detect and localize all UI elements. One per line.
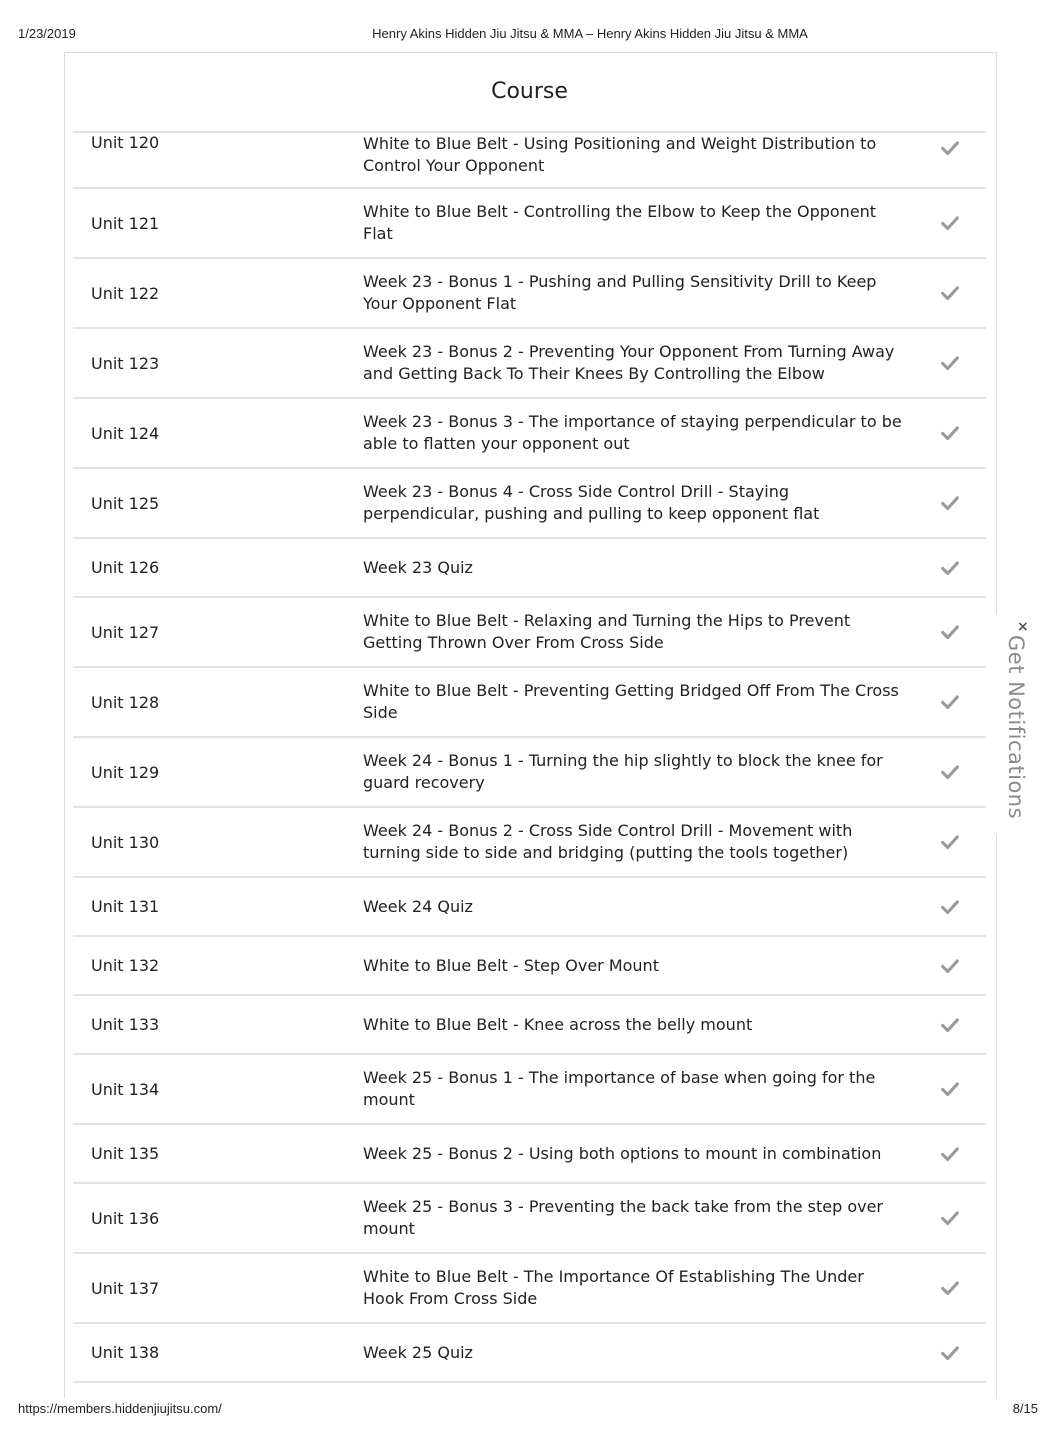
unit-title[interactable]: Week 23 - Bonus 4 - Cross Side Control Drill - Staying perpendicular, pushing and pulling to keep opponent flat xyxy=(363,482,820,523)
print-page-title: Henry Akins Hidden Jiu Jitsu & MMA – Henry Akins Hidden Jiu Jitsu & MMA xyxy=(372,26,808,41)
unit-title[interactable]: White to Blue Belt - Relaxing and Turning the Hips to Prevent Getting Thrown Over From Cross Side xyxy=(363,611,851,652)
unit-title[interactable]: White to Blue Belt - Step Over Mount xyxy=(363,955,659,975)
get-notifications-label[interactable]: Get Notifications xyxy=(1004,635,1028,820)
unit-number[interactable]: Unit 136 xyxy=(91,1208,160,1228)
unit-row[interactable] xyxy=(73,808,986,878)
unit-title[interactable]: Week 23 - Bonus 2 - Preventing Your Opponent From Turning Away and Getting Back To Their Knees By Controlling the Elbow xyxy=(363,342,895,383)
unit-list xyxy=(73,133,986,1397)
unit-title[interactable]: Week 25 - Bonus 2 - Using both options to mount in combination xyxy=(363,1143,882,1163)
unit-row[interactable] xyxy=(73,937,986,996)
unit-number[interactable]: Unit 120 xyxy=(91,133,160,152)
checkmark-icon xyxy=(939,691,961,713)
checkmark-icon xyxy=(939,212,961,234)
unit-row[interactable] xyxy=(73,539,986,598)
unit-title[interactable]: Week 25 - Bonus 1 - The importance of base when going for the mount xyxy=(363,1068,876,1109)
unit-title[interactable]: Week 24 - Bonus 2 - Cross Side Control Drill - Movement with turning side to side and bridging (putting the tools together) xyxy=(363,821,853,862)
unit-row[interactable] xyxy=(73,1324,986,1383)
print-page-number: 8/15 xyxy=(1012,1401,1038,1416)
unit-title[interactable]: White to Blue Belt - Knee across the belly mount xyxy=(363,1014,753,1034)
checkmark-icon xyxy=(939,557,961,579)
unit-title[interactable]: Week 23 Quiz xyxy=(363,557,473,577)
checkmark-icon xyxy=(939,896,961,918)
next-row-partial xyxy=(73,1383,986,1397)
checkmark-icon xyxy=(939,352,961,374)
unit-title[interactable]: White to Blue Belt - Preventing Getting Bridged Off From The Cross Side xyxy=(363,681,899,722)
unit-row[interactable] xyxy=(73,133,986,189)
unit-number[interactable]: Unit 133 xyxy=(91,1015,160,1034)
checkmark-icon xyxy=(939,621,961,643)
unit-row[interactable] xyxy=(73,1125,986,1184)
unit-row[interactable] xyxy=(73,738,986,808)
unit-row[interactable] xyxy=(73,668,986,738)
unit-row[interactable] xyxy=(73,259,986,329)
unit-row[interactable] xyxy=(73,1055,986,1125)
checkmark-icon xyxy=(939,1207,961,1229)
unit-number[interactable]: Unit 131 xyxy=(91,897,160,916)
unit-row[interactable] xyxy=(73,329,986,399)
unit-number[interactable]: Unit 130 xyxy=(91,832,160,852)
unit-title[interactable]: White to Blue Belt - Using Positioning and Weight Distribution to Control Your Opponent xyxy=(363,134,877,175)
unit-number[interactable]: Unit 123 xyxy=(91,353,160,373)
unit-row[interactable] xyxy=(73,598,986,668)
unit-number[interactable]: Unit 128 xyxy=(91,692,160,712)
checkmark-icon xyxy=(939,492,961,514)
checkmark-icon xyxy=(939,422,961,444)
unit-title[interactable]: Week 24 Quiz xyxy=(363,896,473,916)
unit-number[interactable]: Unit 132 xyxy=(91,956,160,975)
unit-title[interactable]: Week 25 - Bonus 3 - Preventing the back take from the step over mount xyxy=(363,1197,884,1238)
checkmark-icon xyxy=(939,761,961,783)
checkmark-icon xyxy=(939,1143,961,1165)
checkmark-icon xyxy=(939,1277,961,1299)
unit-row[interactable] xyxy=(73,1254,986,1324)
unit-title[interactable]: White to Blue Belt - Controlling the Elbow to Keep the Opponent Flat xyxy=(363,202,877,243)
checkmark-icon xyxy=(939,137,961,159)
unit-number[interactable]: Unit 138 xyxy=(91,1343,160,1362)
unit-title[interactable]: Week 24 - Bonus 1 - Turning the hip slightly to block the knee for guard recovery xyxy=(363,751,883,792)
checkmark-icon xyxy=(939,831,961,853)
unit-row[interactable] xyxy=(73,1184,986,1254)
checkmark-icon xyxy=(939,955,961,977)
unit-title[interactable]: Week 25 Quiz xyxy=(363,1342,473,1362)
unit-number[interactable]: Unit 126 xyxy=(91,558,160,577)
unit-row[interactable] xyxy=(73,399,986,469)
course-panel xyxy=(64,52,997,1398)
unit-number[interactable]: Unit 124 xyxy=(91,423,160,443)
unit-title[interactable]: Week 23 - Bonus 3 - The importance of staying perpendicular to be able to flatten your opponent out xyxy=(363,412,902,453)
unit-row[interactable] xyxy=(73,878,986,937)
unit-title[interactable]: Week 23 - Bonus 1 - Pushing and Pulling Sensitivity Drill to Keep Your Opponent Flat xyxy=(363,272,877,313)
unit-number[interactable]: Unit 125 xyxy=(91,493,160,513)
unit-row[interactable] xyxy=(73,469,986,539)
checkmark-icon xyxy=(939,1014,961,1036)
unit-number[interactable]: Unit 129 xyxy=(91,762,160,782)
checkmark-icon xyxy=(939,1078,961,1100)
unit-number[interactable]: Unit 135 xyxy=(91,1144,160,1163)
unit-number[interactable]: Unit 134 xyxy=(91,1079,160,1099)
get-notifications-tab[interactable] xyxy=(988,615,1034,835)
close-icon[interactable]: × xyxy=(1017,619,1029,635)
checkmark-icon xyxy=(939,1342,961,1364)
unit-number[interactable]: Unit 127 xyxy=(91,622,160,642)
unit-number[interactable]: Unit 137 xyxy=(91,1278,160,1298)
print-date: 1/23/2019 xyxy=(18,26,76,41)
unit-number[interactable]: Unit 122 xyxy=(91,283,160,303)
unit-row[interactable] xyxy=(73,996,986,1055)
course-heading: Course xyxy=(73,53,986,133)
checkmark-icon xyxy=(939,282,961,304)
unit-number[interactable]: Unit 121 xyxy=(91,213,160,233)
unit-title[interactable]: White to Blue Belt - The Importance Of Establishing The Under Hook From Cross Side xyxy=(363,1267,864,1308)
unit-row[interactable] xyxy=(73,189,986,259)
print-url: https://members.hiddenjiujitsu.com/ xyxy=(18,1401,222,1416)
